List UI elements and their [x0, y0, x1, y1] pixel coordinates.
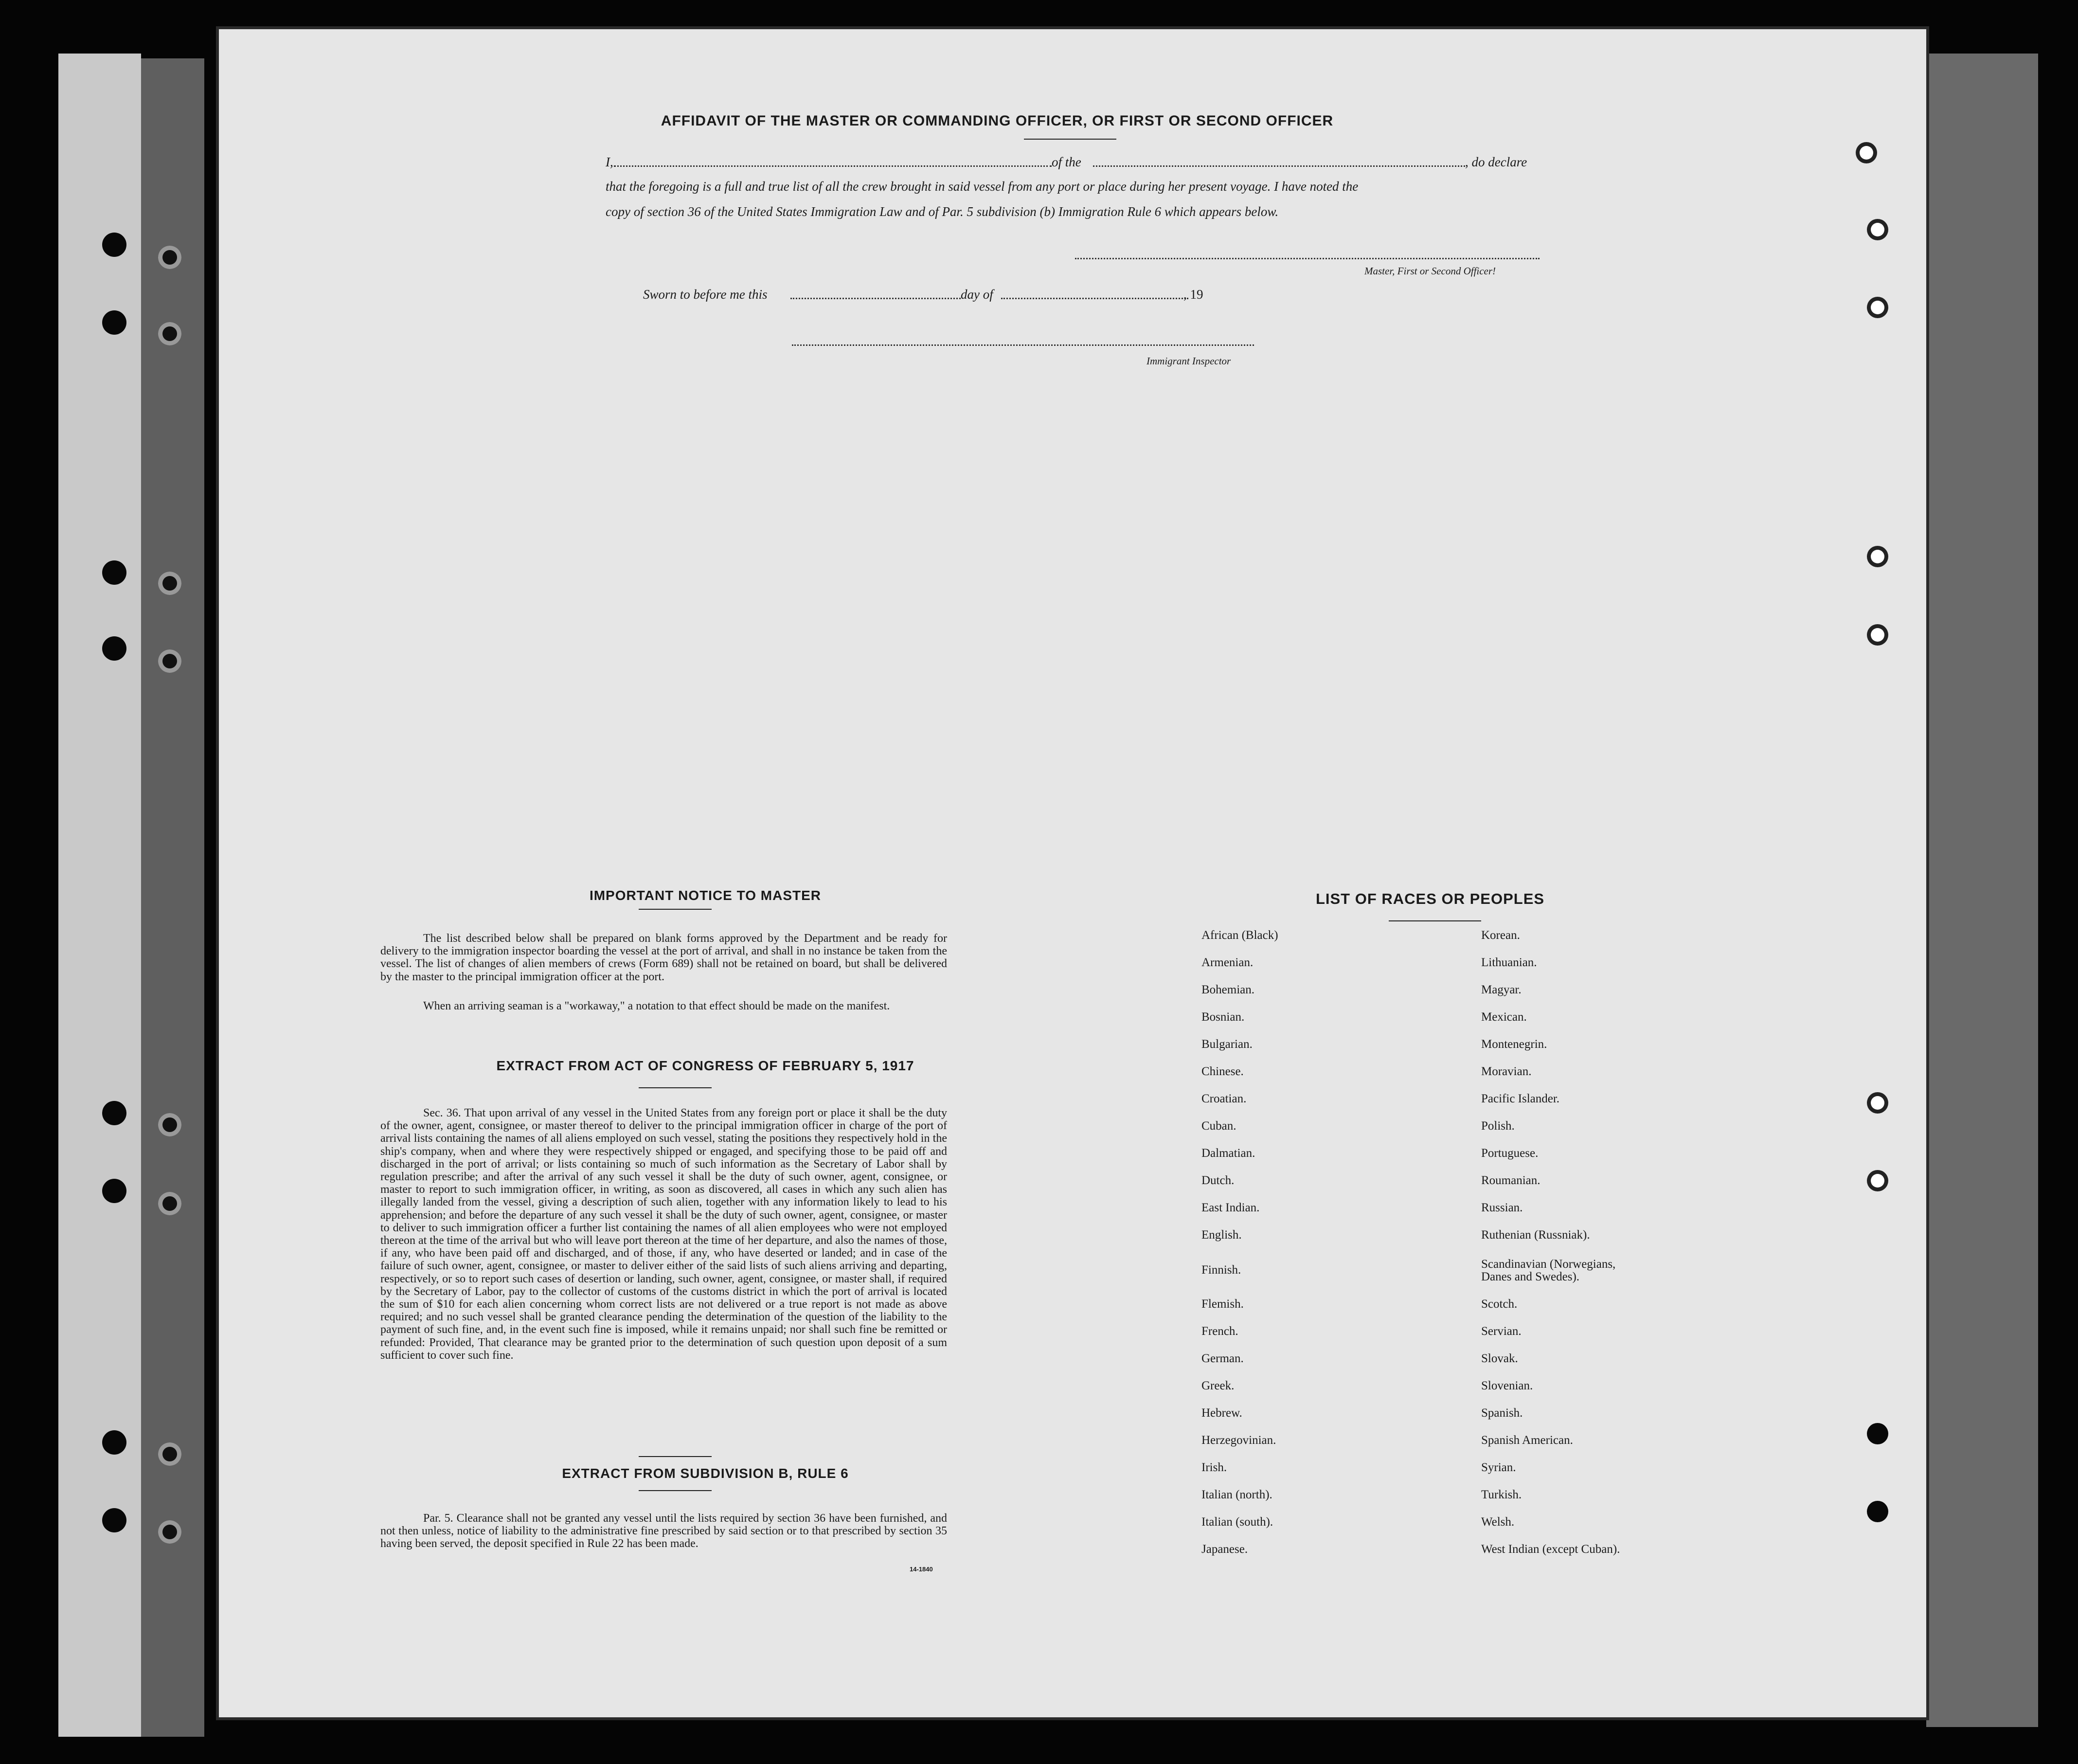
- affidavit-line-2: that the foregoing is a full and true list of all the crew brought in said vessel from any port or place during her present voyage. I have noted the: [606, 179, 1359, 194]
- list-item: Herzegovinian.: [1201, 1434, 1276, 1447]
- races-title: LIST OF RACES OR PEOPLES: [1315, 890, 1545, 907]
- divider: [639, 1456, 712, 1457]
- list-item: Slovenian.: [1481, 1379, 1533, 1392]
- form-number: 14-1840: [910, 1566, 933, 1573]
- list-item: African (Black): [1201, 929, 1278, 942]
- list-item: Russian.: [1481, 1201, 1523, 1214]
- page-hole: [1867, 297, 1888, 318]
- affidavit-declare-label: , do declare: [1465, 155, 1527, 169]
- list-item: English.: [1201, 1228, 1242, 1242]
- page-hole: [1856, 142, 1877, 163]
- section-36-text: Sec. 36. That upon arrival of any vessel in the United States from any foreign port or place it shall be the duty of the owner, agent, consignee, or master thereof to deliver to the principal immigration officer in charge of the port of arrival lists containing the names of all aliens employed on such vessel, stating the positions they respectively hold in the ship's company, when and where they were respectively shipped or engaged, and specifying those to be paid off and discharged in the port of arrival; or lists containing so much of such information as the Secretary of Labor shall by regulation prescribe; and after the arrival of any such vessel it shall be the duty of such owner, agent, consignee, or master to report to such immigration officer, in writing, as soon as discovered, all cases in which any such alien has illegally landed from the vessel, giving a description of such alien, together with any information likely to lead to his apprehension; and before the departure of any such vessel it shall be the duty of such owner, agent, consignee, or master to deliver to such immigration officer a further list containing the names of all alien employees who were not employed thereon at the time of the arrival but who will leave port thereon at the time of her departure, and also the names of those, if any, who have been paid off and discharged, and of those, if any, who have deserted or landed; and in case of the failure of such owner, agent, consignee, or master to deliver either of the said lists of such aliens arriving and departing, respectively, or so to report such cases of desertion or landing, such owner, agent, consignee, or master shall, if required by the Secretary of Labor, pay to the collector of customs of the customs district in which the port of arrival is located the sum of $10 for each alien concerning whom correct lists are not delivered or a true report is not made as above required; and no such vessel shall be granted clearance pending the determination of the question of the liability to the payment of such fine, and, in the event such fine is imposed, while it remains unpaid; nor shall such fine be remitted or refunded: Provided, That clearance may be granted prior to the determination of such question upon deposit of a sum sufficient to cover such fine.: [380, 1107, 947, 1362]
- binder-ring: [158, 1113, 181, 1136]
- list-item: Roumanian.: [1481, 1174, 1541, 1187]
- sworn-month-line: [1001, 298, 1188, 299]
- list-item: Armenian.: [1201, 956, 1254, 969]
- year-label: , 19: [1183, 287, 1203, 302]
- binder-ring: [158, 1192, 181, 1215]
- extract-rule-title: EXTRACT FROM SUBDIVISION B, RULE 6: [562, 1466, 849, 1481]
- notice-paragraph-1: The list described below shall be prepared on blank forms approved by the Department and be ready for delivery to the immigration inspector boarding the vessel at the port of arrival, and shall in no instance be taken from the vessel. The list of changes of alien members of crews (Form 689) shall not be retained on board, but shall be delivered by the master to the principal immigration officer at the port.: [380, 932, 947, 983]
- divider: [639, 1087, 712, 1088]
- binder-hole: [102, 560, 126, 585]
- list-item: Chinese.: [1201, 1065, 1244, 1078]
- list-item: Spanish.: [1481, 1406, 1523, 1420]
- binder-ring: [158, 1520, 181, 1544]
- affidavit-of-label: of the: [1052, 155, 1081, 169]
- divider: [639, 1490, 712, 1491]
- binder-ring: [158, 649, 181, 673]
- par-5-text: Par. 5. Clearance shall not be granted any vessel until the lists required by section 36 have been furnished, and not then unless, notice of liability to the administrative fine prescribed by said section or to that prescribed by section 35 having been served, the deposit specified in Rule 22 has been made.: [380, 1512, 947, 1550]
- binder-hole: [102, 1179, 126, 1203]
- list-item: Montenegrin.: [1481, 1038, 1547, 1051]
- master-signature-label: Master, First or Second Officer!: [1364, 265, 1496, 277]
- divider: [639, 909, 712, 910]
- list-item: Welsh.: [1481, 1515, 1515, 1529]
- page-hole: [1867, 1170, 1888, 1191]
- list-item: Pacific Islander.: [1481, 1092, 1560, 1105]
- notice-title: IMPORTANT NOTICE TO MASTER: [589, 888, 822, 903]
- sworn-label: Sworn to before me this: [643, 287, 768, 302]
- list-item: Flemish.: [1201, 1297, 1244, 1311]
- page-hole: [1867, 1423, 1888, 1444]
- extract-act-title: EXTRACT FROM ACT OF CONGRESS OF FEBRUARY 5, 1917: [496, 1058, 914, 1073]
- affidavit-title: AFFIDAVIT OF THE MASTER OR COMMANDING OFFICER, OR FIRST OR SECOND OFFICER: [661, 113, 1334, 129]
- list-item: Hebrew.: [1201, 1406, 1242, 1420]
- list-item: Servian.: [1481, 1325, 1522, 1338]
- page-hole: [1867, 546, 1888, 567]
- binder-hole: [102, 310, 126, 335]
- page-hole: [1867, 624, 1888, 646]
- binder-hole: [102, 1430, 126, 1455]
- list-item: Lithuanian.: [1481, 956, 1537, 969]
- page-hole: [1867, 1501, 1888, 1522]
- races-list-right: [1481, 929, 1822, 1571]
- sworn-day-line: [790, 298, 961, 299]
- binder-ring: [158, 572, 181, 595]
- notice-paragraph-2: When an arriving seaman is a "workaway," a notation to that effect should be made on the manifest.: [423, 1000, 890, 1012]
- binder-strip-inner: [141, 58, 204, 1737]
- inspector-label: Immigrant Inspector: [1146, 355, 1231, 367]
- list-item: French.: [1201, 1325, 1238, 1338]
- binder-strip-left: [58, 54, 141, 1737]
- list-item: Cuban.: [1201, 1119, 1236, 1133]
- list-item: Ruthenian (Russniak).: [1481, 1228, 1590, 1242]
- list-item: East Indian.: [1201, 1201, 1260, 1214]
- list-item: Dutch.: [1201, 1174, 1235, 1187]
- list-item: Magyar.: [1481, 983, 1522, 996]
- list-item: Italian (south).: [1201, 1515, 1273, 1529]
- list-item: Greek.: [1201, 1379, 1235, 1392]
- day-of-label: day of: [961, 287, 993, 302]
- list-item: Croatian.: [1201, 1092, 1247, 1105]
- binder-ring: [158, 246, 181, 269]
- list-item: West Indian (except Cuban).: [1481, 1543, 1620, 1556]
- page-hole: [1867, 1092, 1888, 1114]
- list-item: Scandinavian (Norwegians, Danes and Swedes).: [1481, 1258, 1616, 1283]
- master-signature-line: [1075, 258, 1540, 259]
- divider: [1024, 139, 1116, 140]
- binder-ring: [158, 322, 181, 345]
- list-item: Portuguese.: [1481, 1147, 1539, 1160]
- binder-hole: [102, 1101, 126, 1125]
- list-item: Slovak.: [1481, 1352, 1518, 1365]
- list-item: Turkish.: [1481, 1488, 1522, 1501]
- divider: [1389, 920, 1481, 921]
- list-item: Italian (north).: [1201, 1488, 1272, 1501]
- list-item: Japanese.: [1201, 1543, 1248, 1556]
- vessel-field-line: [1093, 165, 1465, 167]
- binder-strip-right: [1926, 54, 2038, 1727]
- list-item: Mexican.: [1481, 1010, 1527, 1024]
- list-item: Bosnian.: [1201, 1010, 1245, 1024]
- list-item: Irish.: [1201, 1461, 1227, 1474]
- list-item: Bulgarian.: [1201, 1038, 1253, 1051]
- list-item: Polish.: [1481, 1119, 1515, 1133]
- list-item: German.: [1201, 1352, 1244, 1365]
- name-field-line: [614, 165, 1052, 167]
- list-item: Bohemian.: [1201, 983, 1255, 996]
- binder-hole: [102, 1508, 126, 1532]
- list-item: Syrian.: [1481, 1461, 1516, 1474]
- list-item: Scotch.: [1481, 1297, 1518, 1311]
- affidavit-i-label: I,: [606, 155, 613, 169]
- affidavit-line-3: copy of section 36 of the United States Immigration Law and of Par. 5 subdivision (b) Immigration Rule 6 which appears below.: [606, 204, 1279, 219]
- binder-hole: [102, 636, 126, 661]
- binder-hole: [102, 233, 126, 257]
- inspector-signature-line: [792, 344, 1254, 346]
- binder-ring: [158, 1442, 181, 1466]
- list-item: Moravian.: [1481, 1065, 1532, 1078]
- races-list-left: [1201, 929, 1445, 1571]
- page-hole: [1867, 219, 1888, 240]
- list-item: Spanish American.: [1481, 1434, 1573, 1447]
- list-item: Finnish.: [1201, 1263, 1241, 1277]
- list-item: Dalmatian.: [1201, 1147, 1255, 1160]
- list-item: Korean.: [1481, 929, 1520, 942]
